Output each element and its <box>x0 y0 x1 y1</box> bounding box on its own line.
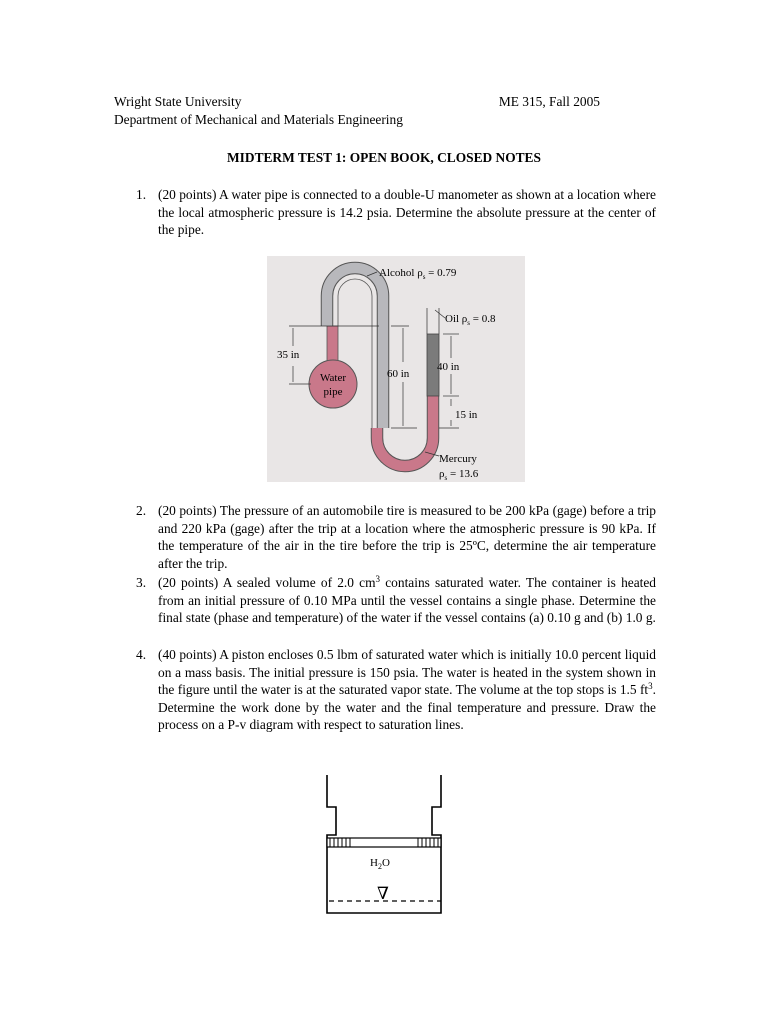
dimension-40in: 40 in <box>437 361 460 373</box>
question-number: 3. <box>136 575 147 590</box>
question-text: (20 points) A water pipe is connected to a double-U manometer as shown at a location where the local atmospheric pressure is 14.2 psia. Determine the absolute pressure at the center of the pipe. <box>158 187 656 238</box>
alcohol-label: Alcohol $\rho_s = 0.79$ <box>379 267 457 281</box>
dimension-15in: 15 in <box>455 409 478 421</box>
water-pipe-label-2: pipe <box>323 386 343 398</box>
question-1 <box>136 186 656 239</box>
question-text: (40 points) A piston encloses 0.5 lbm of saturated water which is initially 10.0 percent liquid on a mass basis. The initial pressure is 150 psia. The water is heated in the system shown in the figure until the water is at the saturated vapor state. The volume at the top stops is 1.5 $ft^3$. Determine the work done by the water and the final temperature and pressure. Draw the process on a P-v diagram with respect to saturation lines. <box>158 647 656 733</box>
oil-label: Oil $\rho_s = 0.8$ <box>445 313 496 327</box>
mercury-label: Mercury <box>439 453 477 465</box>
water-pipe <box>309 360 357 408</box>
piston <box>327 838 441 847</box>
water-pipe-label-1: Water <box>320 372 346 384</box>
dimension-35in: 35 in <box>277 349 300 361</box>
manometer-figure <box>267 256 525 482</box>
question-number: 1. <box>136 187 147 202</box>
question-number: 2. <box>136 503 147 518</box>
piston-cylinder-figure <box>320 775 450 915</box>
question-text: (20 points) A sealed volume of 2.0 $cm^3$ contains saturated water. The container is heated from an initial pressure of 0.10 MPa until the vessel contains a single phase. Determine the final state (phase and temperature) of the water if the vessel contains (a) 0.10 g and (b) 1.0 g. <box>158 574 657 626</box>
fluid-label: $H_2O$ <box>370 857 390 871</box>
header <box>114 93 614 128</box>
department-name: Department of Mechanical and Materials Engineering <box>114 111 403 127</box>
course-label: ME 315, Fall 2005 <box>498 94 600 109</box>
question-4 <box>136 646 656 734</box>
question-text: (20 points) The pressure of an automobile tire is measured to be 200 kPa (gage) before a trip and 220 kPa (gage) after the trip at a location where the atmospheric pressure is 90 kPa. If the temperature of the air in the tire before the trip is 25ºC, determine the air temperature after the trip. <box>158 503 656 571</box>
liquid-level-icon: ∇ <box>377 884 389 903</box>
page-title: MIDTERM TEST 1: OPEN BOOK, CLOSED NOTES <box>227 150 541 165</box>
university-name: Wright State University <box>114 94 242 109</box>
mercury-density: $\rho_s = 13.6$ <box>439 468 479 482</box>
dimension-60in: 60 in <box>387 368 410 380</box>
question-3 <box>136 574 656 627</box>
question-number: 4. <box>136 647 147 662</box>
question-2 <box>136 502 656 572</box>
